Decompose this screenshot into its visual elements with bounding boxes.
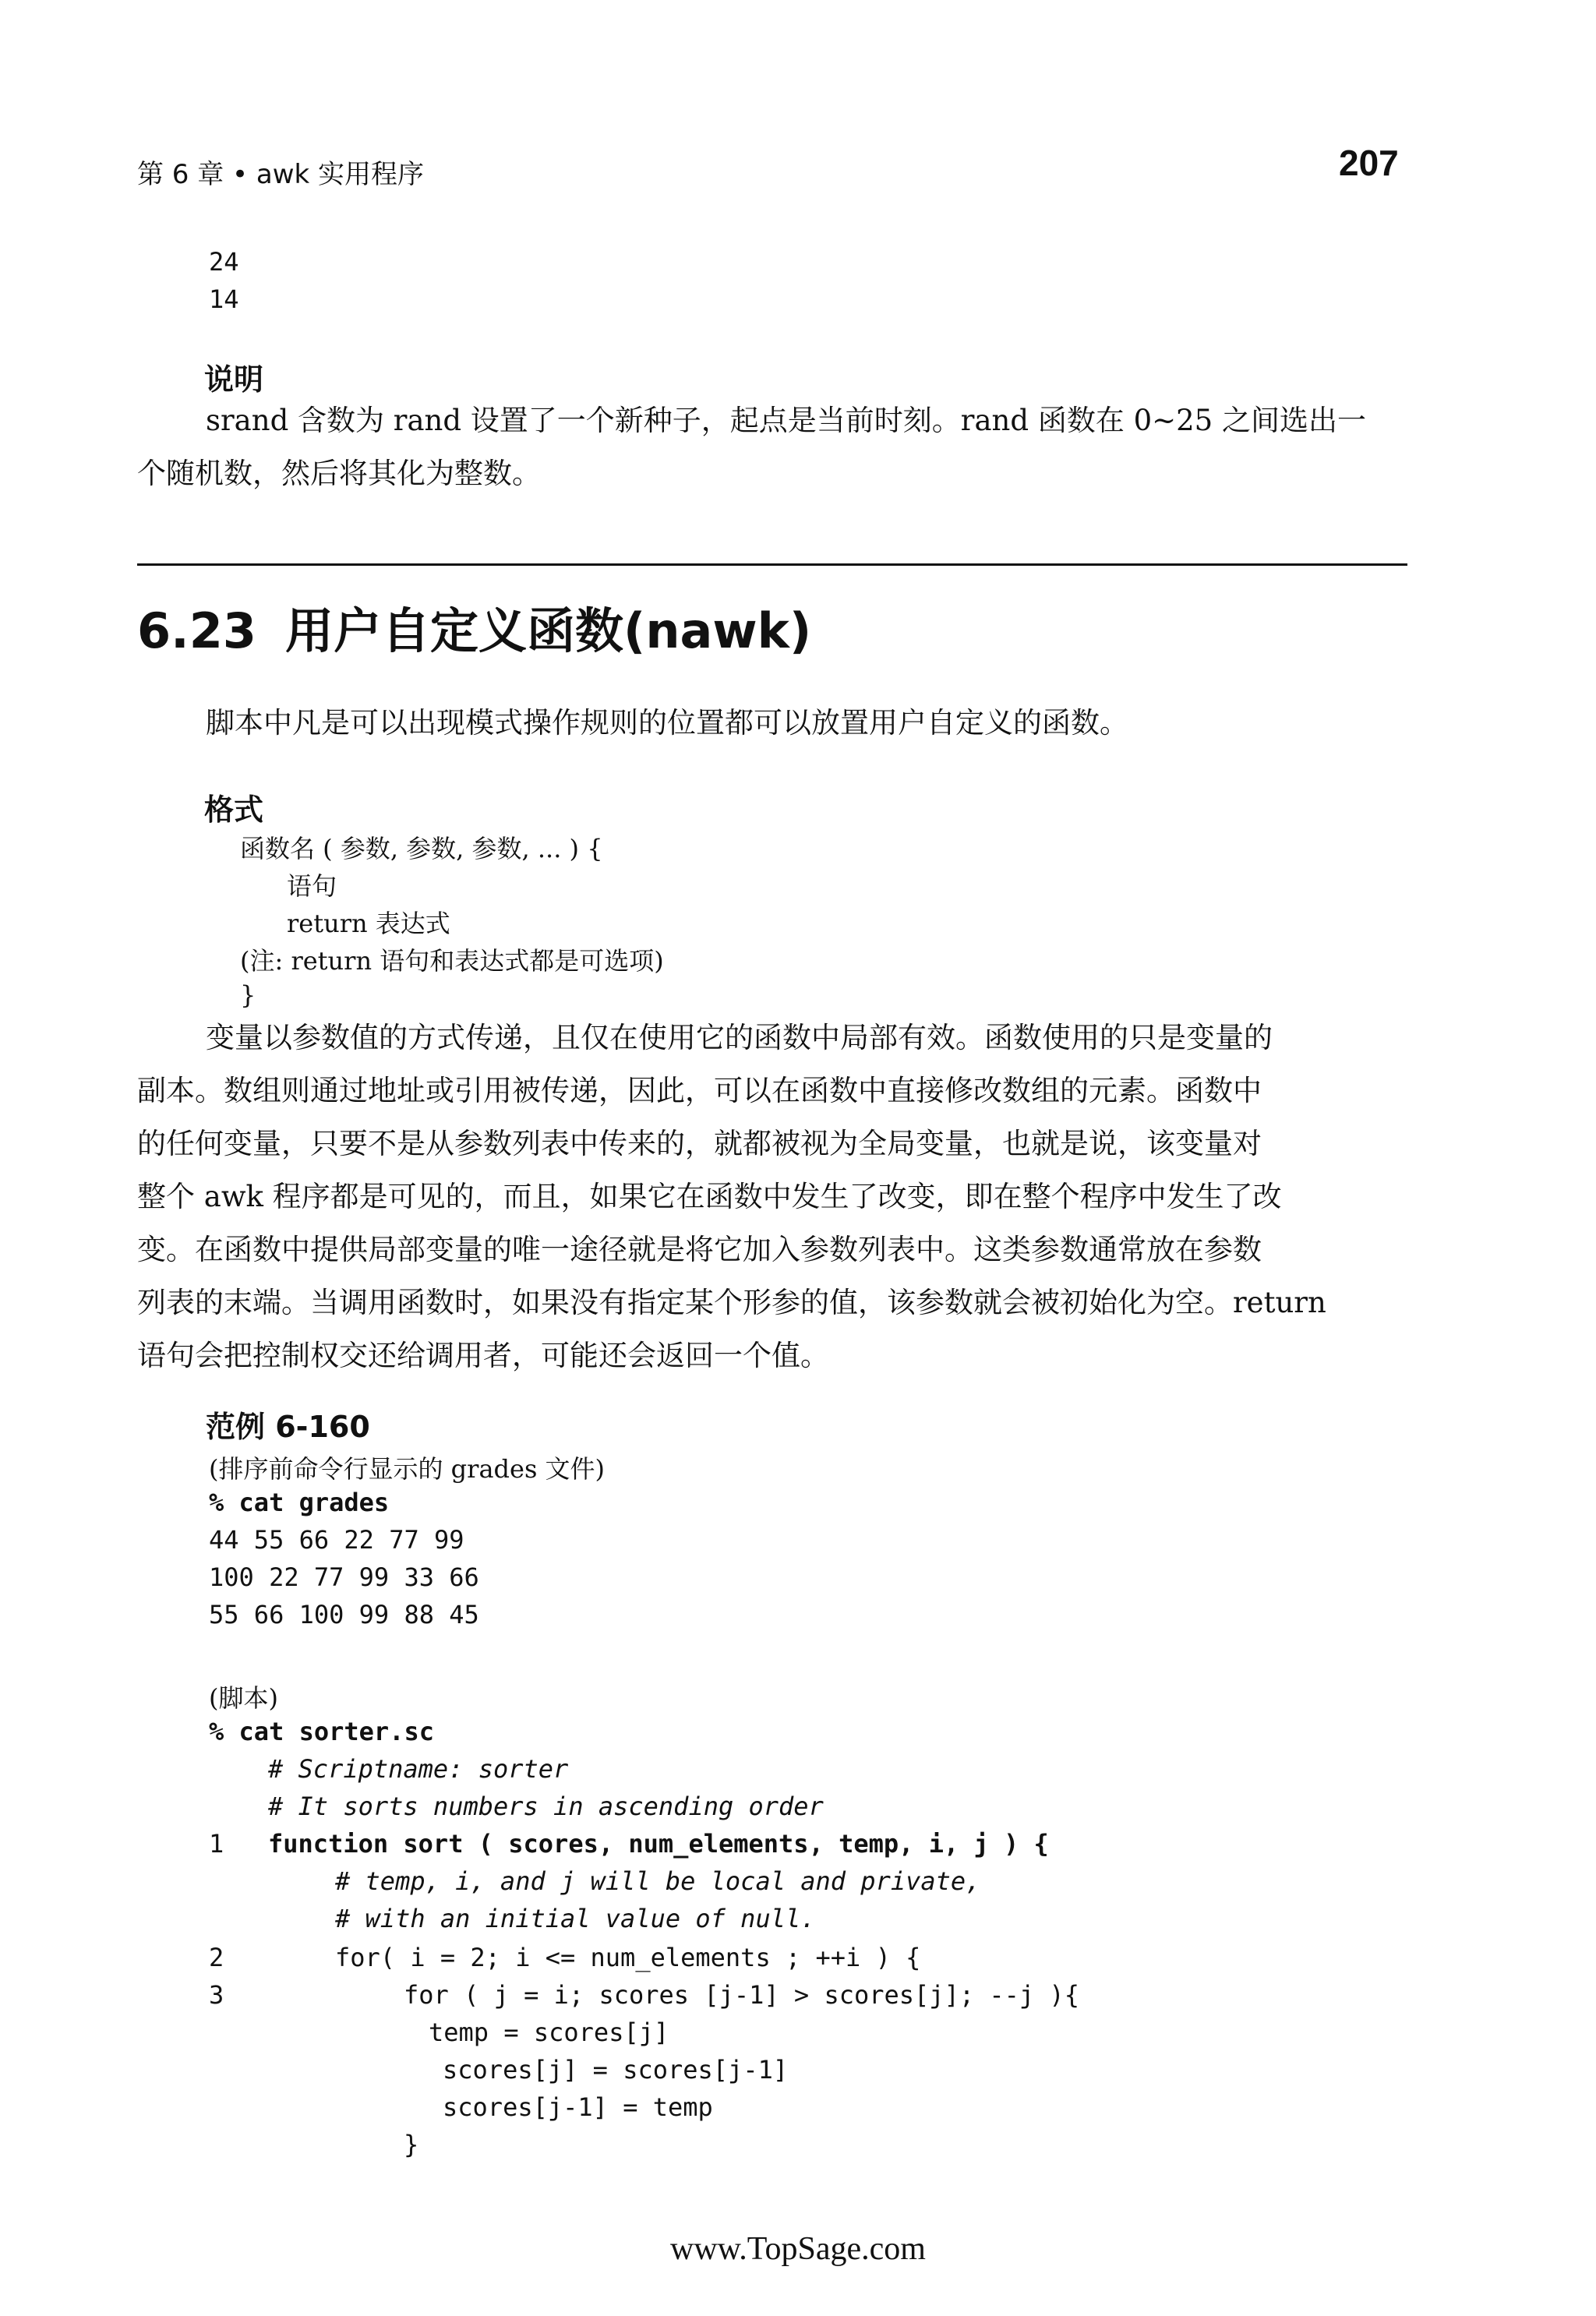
grades-line-2: 100 22 77 99 33 66 bbox=[209, 1562, 479, 1592]
example-note-1: (排序前命令行显示的 grades 文件) bbox=[209, 1454, 606, 1484]
code-line-number-1: 1 bbox=[209, 1829, 224, 1859]
code-line-number-3: 3 bbox=[209, 1980, 224, 2010]
example-label: 范例 6-160 bbox=[206, 1410, 370, 1444]
paragraph-line-4: 整个 awk 程序都是可见的，而且，如果它在函数中发生了改变，即在整个程序中发生了改 bbox=[137, 1180, 1282, 1213]
section-heading: 用户自定义函数(nawk) bbox=[285, 602, 812, 659]
paragraph-line-1: 变量以参数值的方式传递，且仅在使用它的函数中局部有效。函数使用的只是变量的 bbox=[206, 1021, 1273, 1054]
output-line-2: 14 bbox=[209, 284, 239, 314]
section-number: 6.23 bbox=[137, 602, 256, 659]
format-line-5: } bbox=[240, 980, 256, 1010]
explanation-line-2: 个随机数，然后将其化为整数。 bbox=[137, 457, 541, 490]
footer-url: www.TopSage.com bbox=[670, 2231, 926, 2267]
format-line-4: (注: return 语句和表达式都是可选项) bbox=[240, 946, 664, 976]
grades-line-1: 44 55 66 22 77 99 bbox=[209, 1525, 464, 1555]
code-body-1: temp = scores[j] bbox=[429, 2018, 669, 2047]
code-comment-4: # with an initial value of null. bbox=[335, 1904, 816, 1933]
section-title bbox=[137, 592, 811, 662]
example-note-2: (脚本) bbox=[209, 1683, 278, 1713]
format-label: 格式 bbox=[204, 793, 264, 827]
code-comment-2: # It sorts numbers in ascending order bbox=[268, 1792, 824, 1821]
paragraph-line-6: 列表的末端。当调用函数时，如果没有指定某个形参的值，该参数就会被初始化为空。return bbox=[137, 1286, 1326, 1319]
explanation-line-1: srand 含数为 rand 设置了一个新种子，起点是当前时刻。rand 函数在 0~25 之间选出一 bbox=[206, 404, 1366, 437]
code-line-number-2: 2 bbox=[209, 1943, 224, 1972]
code-body-3: scores[j-1] = temp bbox=[443, 2092, 713, 2122]
code-close-brace: } bbox=[404, 2130, 419, 2159]
code-for-outer: for( i = 2; i <= num_elements ; ++i ) { bbox=[335, 1943, 921, 1972]
example-command-1: % cat grades bbox=[209, 1488, 390, 1517]
paragraph-line-3: 的任何变量，只要不是从参数列表中传来的，就都被视为全局变量，也就是说，该变量对 bbox=[137, 1127, 1262, 1160]
chapter-header: 第 6 章 • awk 实用程序 bbox=[137, 159, 425, 190]
code-comment-3: # temp, i, and j will be local and private, bbox=[335, 1866, 981, 1896]
grades-line-3: 55 66 100 99 88 45 bbox=[209, 1600, 479, 1629]
page-number: 207 bbox=[1339, 143, 1399, 183]
example-command-2: % cat sorter.sc bbox=[209, 1717, 434, 1746]
section-divider bbox=[137, 563, 1407, 566]
paragraph-line-2: 副本。数组则通过地址或引用被传递，因此，可以在函数中直接修改数组的元素。函数中 bbox=[137, 1074, 1262, 1107]
output-line-1: 24 bbox=[209, 247, 239, 277]
code-function-line: function sort ( scores, num_elements, temp, i, j ) { bbox=[268, 1829, 1049, 1859]
intro-text: 脚本中凡是可以出现模式操作规则的位置都可以放置用户自定义的函数。 bbox=[206, 706, 1128, 740]
format-line-3: return 表达式 bbox=[287, 909, 450, 938]
paragraph-line-5: 变。在函数中提供局部变量的唯一途径就是将它加入参数列表中。这类参数通常放在参数 bbox=[137, 1233, 1262, 1266]
format-line-2: 语句 bbox=[287, 871, 337, 901]
code-for-inner: for ( j = i; scores [j-1] > scores[j]; --j ){ bbox=[404, 1980, 1079, 2010]
explanation-label: 说明 bbox=[204, 362, 264, 397]
format-line-1: 函数名 ( 参数, 参数, 参数, ... ) { bbox=[240, 834, 603, 863]
code-comment-1: # Scriptname: sorter bbox=[268, 1754, 569, 1784]
code-body-2: scores[j] = scores[j-1] bbox=[443, 2055, 789, 2085]
paragraph-line-7: 语句会把控制权交还给调用者，可能还会返回一个值。 bbox=[137, 1339, 829, 1372]
